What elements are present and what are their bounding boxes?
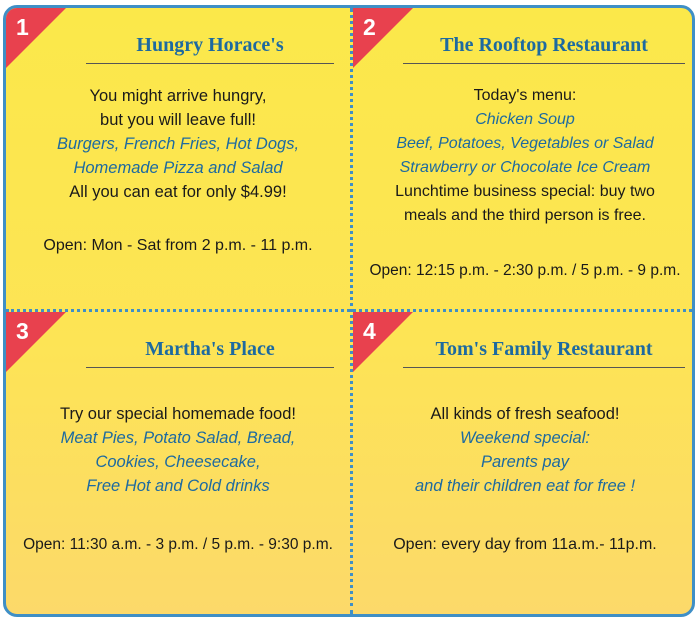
body-line: Try our special homemade food! bbox=[59, 405, 296, 423]
card-body bbox=[6, 402, 350, 498]
body-line: and their children eat for free ! bbox=[414, 477, 636, 495]
body-line: Weekend special: bbox=[460, 429, 590, 447]
number-badge bbox=[6, 8, 66, 68]
card-title: The Rooftop Restaurant bbox=[403, 34, 685, 64]
body-line: Homemade Pizza and Salad bbox=[73, 159, 283, 177]
number-badge bbox=[6, 312, 66, 372]
card-body bbox=[6, 84, 350, 204]
opening-hours: Open: every day from 11a.m.- 11p.m. bbox=[393, 536, 657, 553]
body-line: All you can eat for only $4.99! bbox=[69, 183, 287, 201]
badge-number: 3 bbox=[16, 318, 29, 344]
card-body bbox=[353, 402, 695, 498]
body-line: Burgers, French Fries, Hot Dogs, bbox=[56, 135, 300, 153]
ad-card-1 bbox=[6, 8, 350, 308]
opening-hours: Open: Mon - Sat from 2 p.m. - 11 p.m. bbox=[43, 237, 313, 254]
body-line: Today's menu: bbox=[473, 87, 577, 104]
body-line: but you will leave full! bbox=[100, 111, 256, 129]
body-line: Parents pay bbox=[480, 453, 570, 471]
body-line: Free Hot and Cold drinks bbox=[86, 477, 270, 495]
body-line: Meat Pies, Potato Salad, Bread, bbox=[60, 429, 296, 447]
card-body bbox=[353, 84, 695, 228]
body-line: meals and the third person is free. bbox=[404, 207, 646, 224]
card-title: Hungry Horace's bbox=[86, 34, 334, 64]
opening-hours: Open: 12:15 p.m. - 2:30 p.m. / 5 p.m. - 9 p.m. bbox=[369, 262, 681, 279]
ad-card-4 bbox=[353, 312, 695, 612]
opening-hours: Open: 11:30 a.m. - 3 p.m. / 5 p.m. - 9:30 p.m. bbox=[23, 536, 333, 553]
badge-number: 2 bbox=[363, 14, 376, 40]
ad-card-2 bbox=[353, 8, 695, 308]
body-line: Cookies, Cheesecake, bbox=[95, 453, 261, 471]
card-title: Tom's Family Restaurant bbox=[403, 338, 685, 368]
body-line: Lunchtime business special: buy two bbox=[395, 183, 655, 200]
body-line: Strawberry or Chocolate Ice Cream bbox=[399, 159, 651, 176]
badge-number: 4 bbox=[363, 318, 376, 344]
restaurant-ads-board bbox=[3, 5, 695, 617]
ad-card-3 bbox=[6, 312, 350, 612]
badge-number: 1 bbox=[16, 14, 29, 40]
body-line: You might arrive hungry, bbox=[89, 87, 267, 105]
body-line: Beef, Potatoes, Vegetables or Salad bbox=[396, 135, 654, 152]
card-title: Martha's Place bbox=[86, 338, 334, 368]
body-line: Chicken Soup bbox=[475, 111, 575, 128]
body-line: All kinds of fresh seafood! bbox=[430, 405, 620, 423]
